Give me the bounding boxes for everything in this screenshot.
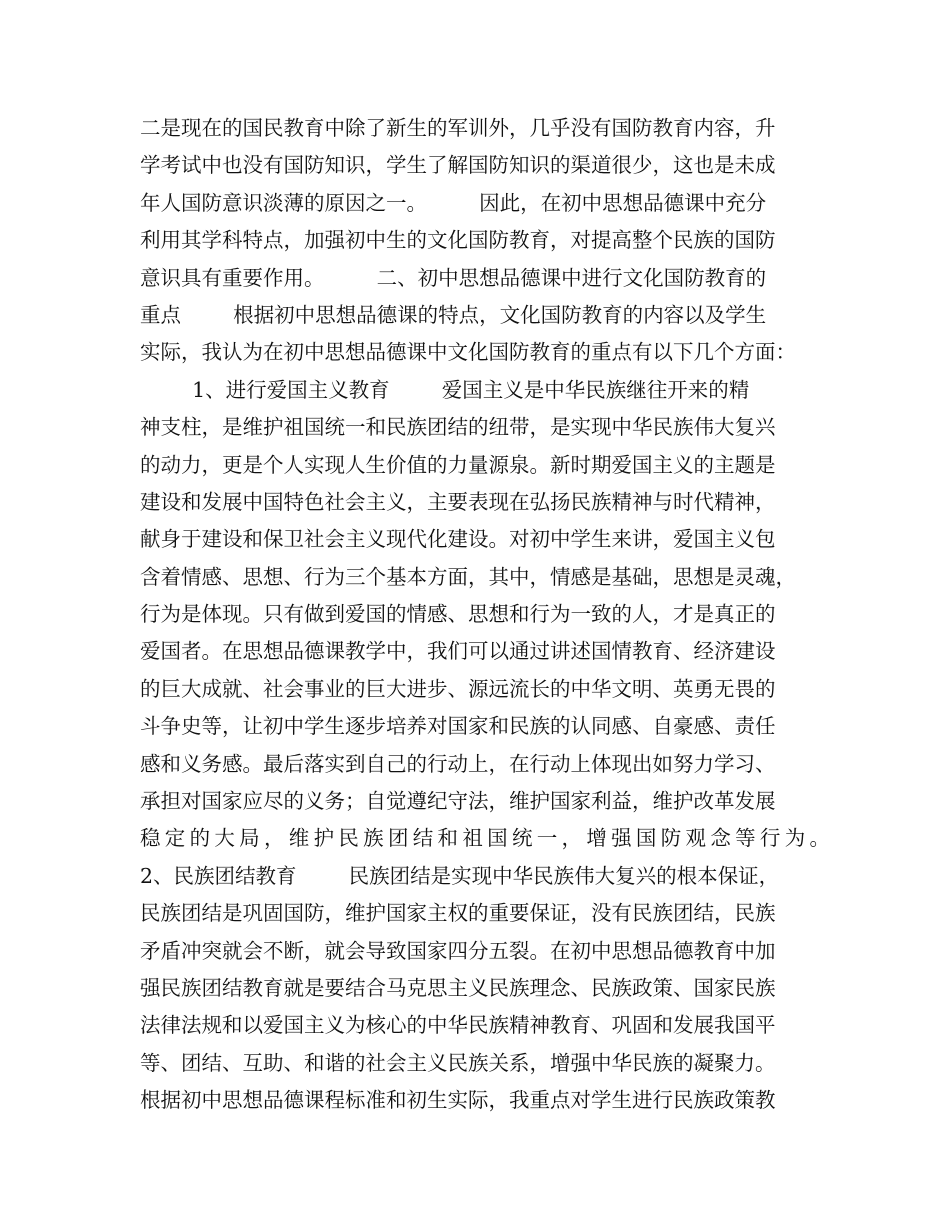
text-line: 利用其学科特点，加强初中生的文化国防教育，对提高整个民族的国防	[140, 228, 776, 253]
document-body-text	[140, 110, 830, 1120]
text-line: 1、进行爱国主义教育 爱国主义是中华民族继往开来的精	[140, 377, 750, 402]
text-line: 感和义务感。最后落实到自己的行动上，在行动上体现出如努力学习、	[140, 751, 776, 776]
text-line: 民族团结是巩固国防，维护国家主权的重要保证，没有民族团结，民族	[140, 901, 776, 926]
text-line: 爱国者。在思想品德课教学中，我们可以通过讲述国情教育、经济建设	[140, 639, 776, 664]
text-line: 二是现在的国民教育中除了新生的军训外，几乎没有国防教育内容，升	[140, 116, 776, 140]
text-line: 行为是体现。只有做到爱国的情感、思想和行为一致的人，才是真正的	[140, 602, 776, 627]
text-line: 年人国防意识淡薄的原因之一。 因此，在初中思想品德课中充分	[140, 190, 767, 215]
text-line: 重点 根据初中思想品德课的特点，文化国防教育的内容以及学生	[140, 302, 767, 327]
text-line: 法律法规和以爱国主义为核心的中华民族精神教育、巩固和发展我国平	[140, 1013, 776, 1038]
text-line: 根据初中思想品德课程标准和初生实际，我重点对学生进行民族政策教	[140, 1088, 776, 1113]
text-line: 建设和发展中国特色社会主义，主要表现在弘扬民族精神与时代精神，	[140, 489, 776, 514]
text-line: 等、团结、互助、和谐的社会主义民族关系，增强中华民族的凝聚力。	[140, 1050, 776, 1075]
text-line: 学考试中也没有国防知识，学生了解国防知识的渠道很少，这也是未成	[140, 153, 776, 178]
text-line: 斗争史等，让初中学生逐步培养对国家和民族的认同感、自豪感、责任	[140, 714, 776, 739]
text-line: 强民族团结教育就是要结合马克思主义民族理念、民族政策、国家民族	[140, 975, 776, 1000]
text-line: 实际，我认为在初中思想品德课中文化国防教育的重点有以下几个方面：	[140, 340, 796, 365]
text-line: 承担对国家应尽的义务；自觉遵纪守法，维护国家利益，维护改革发展	[140, 789, 776, 814]
text-line: 献身于建设和保卫社会主义现代化建设。对初中学生来讲，爱国主义包	[140, 527, 776, 552]
text-line: 含着情感、思想、行为三个基本方面，其中，情感是基础，思想是灵魂，	[140, 564, 796, 589]
text-line: 的动力，更是个人实现人生价值的力量源泉。新时期爱国主义的主题是	[140, 452, 776, 477]
text-line: 稳定的大局，维护民族团结和祖国统一，增强国防观念等行为。	[140, 826, 830, 851]
text-line: 的巨大成就、社会事业的巨大进步、源远流长的中华文明、英勇无畏的	[140, 676, 776, 701]
text-line: 2、民族团结教育 民族团结是实现中华民族伟大复兴的根本保证，	[140, 863, 780, 888]
text-line: 矛盾冲突就会不断，就会导致国家四分五裂。在初中思想品德教育中加	[140, 938, 776, 963]
text-line: 意识具有重要作用。 二、初中思想品德课中进行文化国防教育的	[140, 265, 767, 290]
text-line: 神支柱，是维护祖国统一和民族团结的纽带，是实现中华民族伟大复兴	[140, 415, 776, 440]
